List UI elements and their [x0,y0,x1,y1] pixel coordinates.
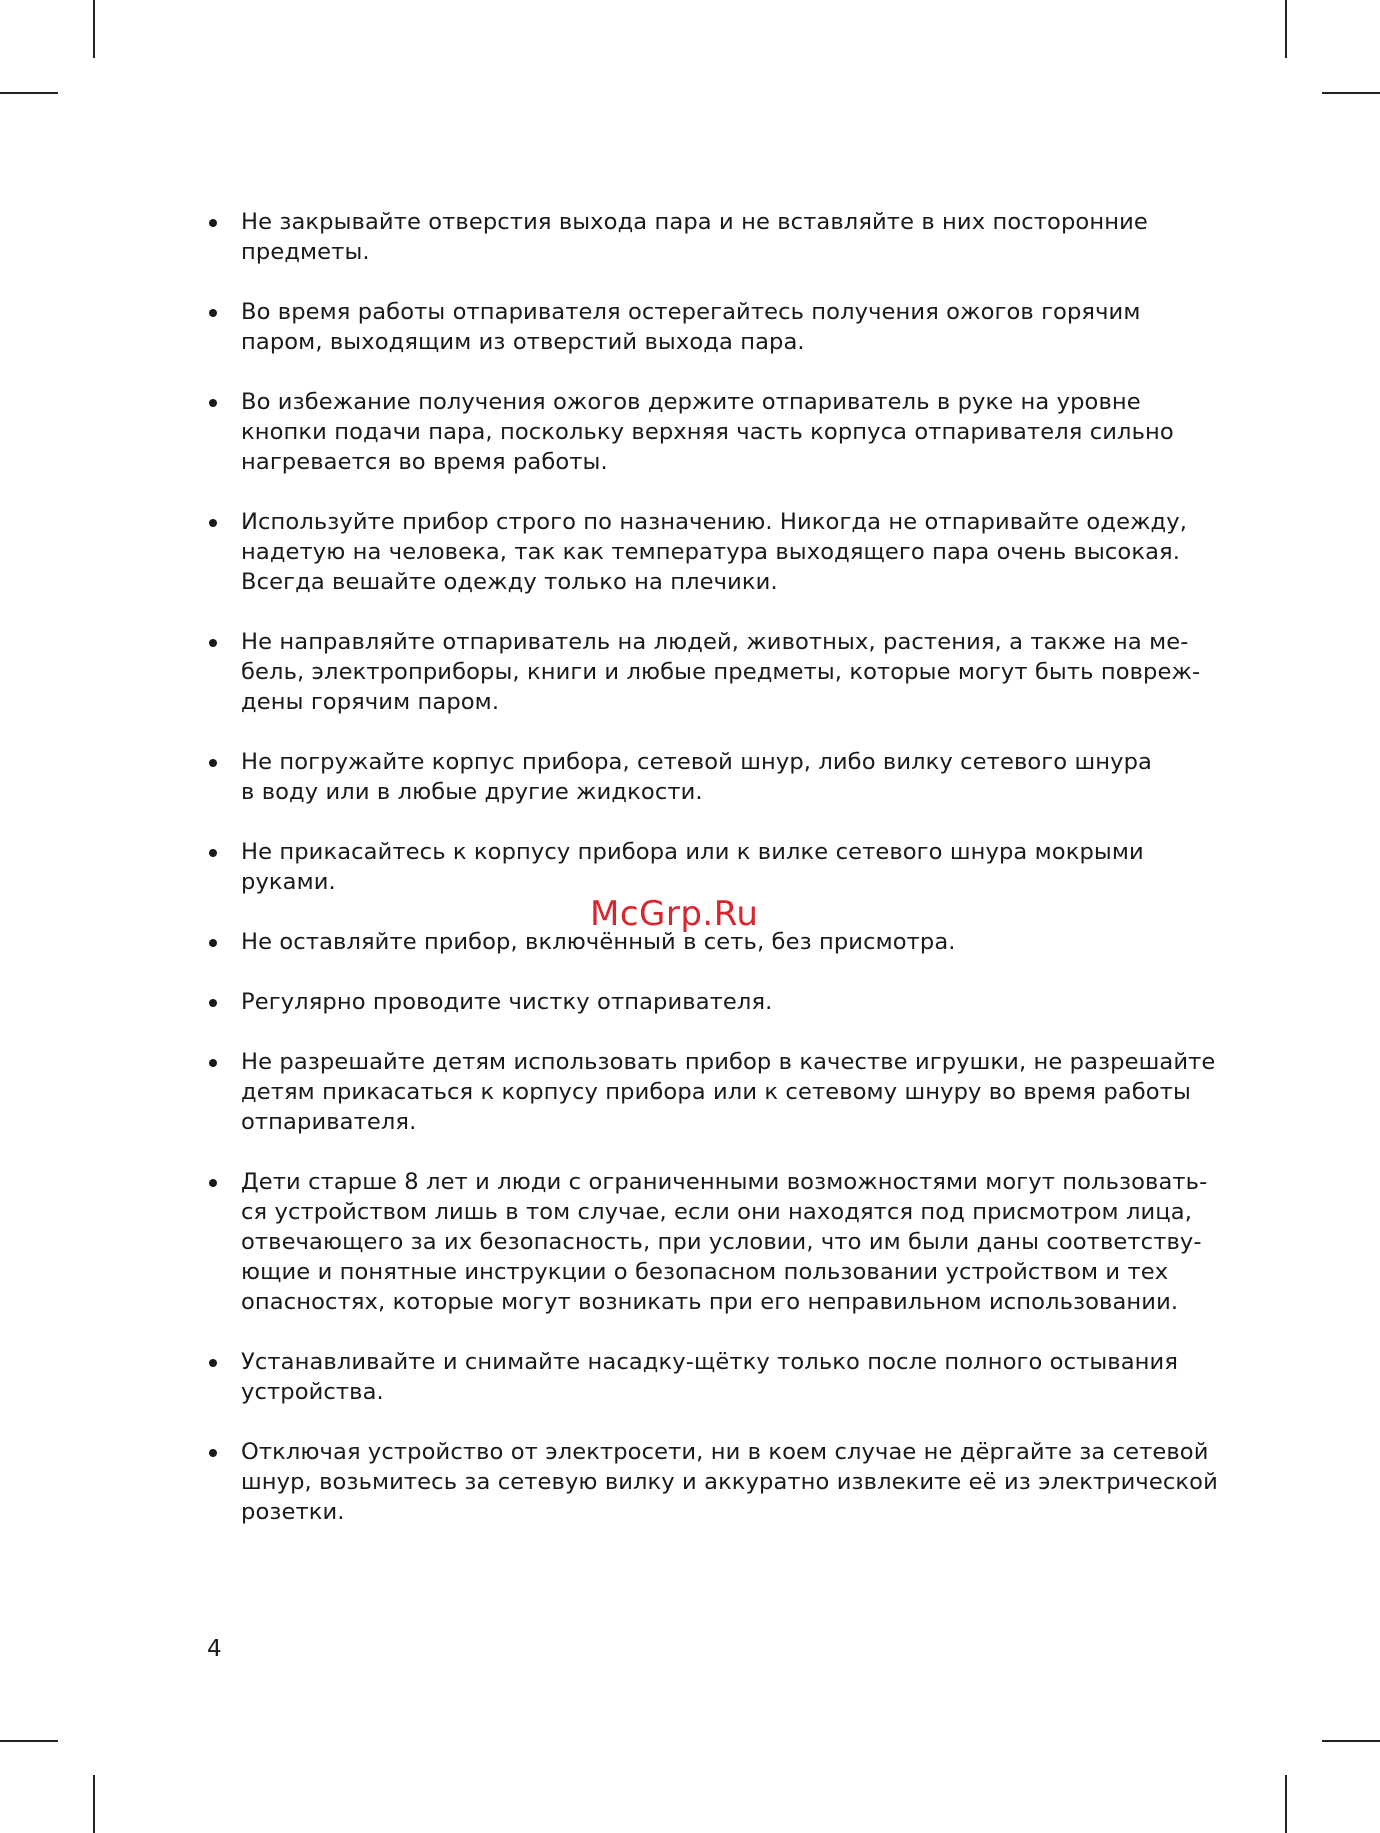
bullet-icon [209,939,217,947]
page-number: 4 [207,1636,222,1662]
bullet-icon [209,219,217,227]
bullet-icon [209,999,217,1007]
list-item [207,627,1207,717]
list-item [207,747,1207,807]
crop-mark-top-right-horizontal [1322,92,1380,94]
list-item-text-line: отпаривателя. [241,1109,417,1135]
list-item-text-line: дены горячим паром. [241,689,500,715]
list-item [207,207,1207,267]
crop-mark-bottom-right-horizontal [1322,1740,1380,1742]
list-item-text-line: Не прикасайтесь к корпусу прибора или к вилке сетевого шнура мокрыми [241,839,1144,865]
list-item [207,387,1207,477]
crop-mark-bottom-right-vertical [1285,1775,1287,1833]
list-item-text-line: Используйте прибор строго по назначению. Никогда не отпаривайте одежду, [241,509,1188,535]
bullet-icon [209,399,217,407]
crop-mark-bottom-left-horizontal [0,1740,58,1742]
list-item-text-line: шнур, возьмитесь за сетевую вилку и аккуратно извлеките её из электрической [241,1469,1218,1495]
bullet-icon [209,1359,217,1367]
crop-mark-bottom-left-vertical [93,1775,95,1833]
list-item-text-line: Регулярно проводите чистку отпаривателя. [241,989,773,1015]
list-item-text-line: надетую на человека, так как температура выходящего пара очень высокая. [241,539,1180,565]
list-item-text-line: Не закрывайте отверстия выхода пара и не вставляйте в них посторонние [241,209,1148,235]
bullet-icon [209,1059,217,1067]
bullet-icon [209,1179,217,1187]
list-item [207,987,1207,1017]
bullet-icon [209,519,217,527]
list-item-text-line: Устанавливайте и снимайте насадку-щётку только после полного остывания [241,1349,1179,1375]
bullet-icon [209,849,217,857]
list-item-text-line: Дети старше 8 лет и люди с ограниченными возможностями могут пользовать- [241,1169,1208,1195]
list-item-text-line: в воду или в любые другие жидкости. [241,779,703,805]
list-item-text-line: Всегда вешайте одежду только на плечики. [241,569,778,595]
list-item-text-line: ся устройством лишь в том случае, если они находятся под присмотром лица, [241,1199,1192,1225]
list-item-text-line: Во избежание получения ожогов держите отпариватель в руке на уровне [241,389,1141,415]
list-item-text-line: устройства. [241,1379,384,1405]
list-item-text-line: розетки. [241,1499,345,1525]
list-item [207,1047,1216,1137]
list-item-text-line: кнопки подачи пара, поскольку верхняя часть корпуса отпаривателя сильно [241,419,1174,445]
watermark-text: McGrp.Ru [590,894,759,934]
list-item [207,297,1207,357]
list-item-text-line: бель, электроприборы, книги и любые предметы, которые могут быть повреж- [241,659,1201,685]
list-item-text-line: Не погружайте корпус прибора, сетевой шнур, либо вилку сетевого шнура [241,749,1152,775]
list-item-text-line: руками. [241,869,336,895]
list-item [207,507,1207,597]
bullet-icon [209,1449,217,1457]
list-item-text-line: Не оставляйте прибор, включённый в сеть, без присмотра. [241,929,956,955]
list-item [207,837,1207,897]
bullet-icon [209,759,217,767]
bullet-icon [209,309,217,317]
list-item [207,1347,1207,1407]
crop-mark-top-left-vertical [93,0,95,58]
list-item [207,1167,1207,1317]
list-item-text-line: нагревается во время работы. [241,449,608,475]
crop-mark-top-left-horizontal [0,92,58,94]
list-item-text-line: отвечающего за их безопасность, при условии, что им были даны соответству- [241,1229,1202,1255]
list-item-text-line: предметы. [241,239,370,265]
list-item-text-line: паром, выходящим из отверстий выхода пара. [241,329,805,355]
list-item-text-line: Не разрешайте детям использовать прибор в качестве игрушки, не разрешайте [241,1049,1216,1075]
safety-instructions-list [207,207,1218,1527]
list-item-text-line: Не направляйте отпариватель на людей, животных, растения, а также на ме- [241,629,1189,655]
list-item-text-line: ющие и понятные инструкции о безопасном пользовании устройством и тех [241,1259,1169,1285]
list-item-text-line: Отключая устройство от электросети, ни в коем случае не дёргайте за сетевой [241,1439,1209,1465]
list-item [207,1437,1218,1527]
crop-mark-top-right-vertical [1285,0,1287,58]
list-item-text-line: детям прикасаться к корпусу прибора или к сетевому шнуру во время работы [241,1079,1191,1105]
bullet-icon [209,639,217,647]
list-item-text-line: опасностях, которые могут возникать при его неправильном использовании. [241,1289,1179,1315]
list-item-text-line: Во время работы отпаривателя остерегайтесь получения ожогов горячим [241,299,1141,325]
